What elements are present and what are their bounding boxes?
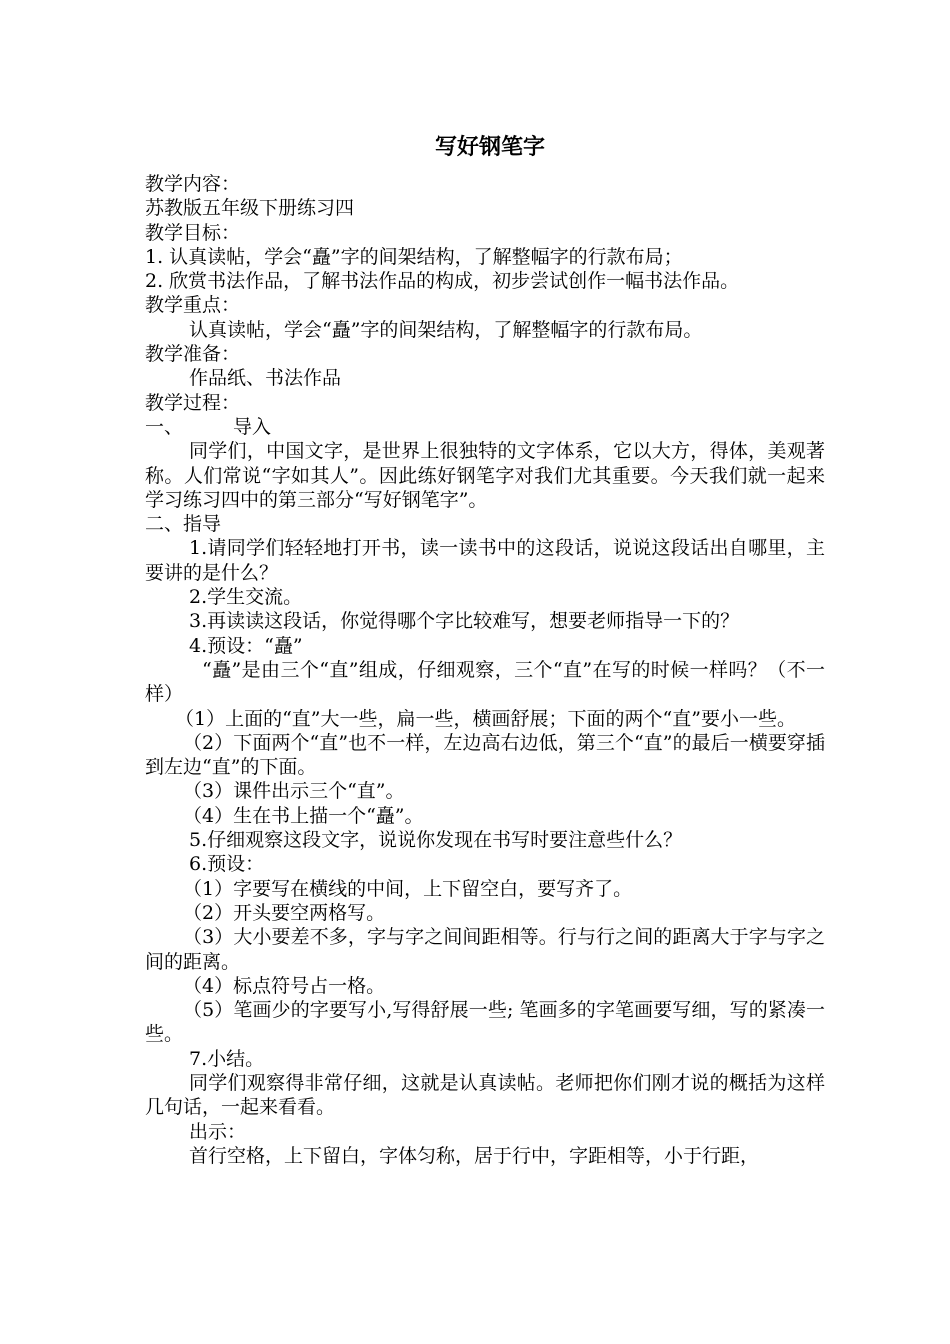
step-2: 2.学生交流。	[189, 586, 303, 609]
focus-label: 教学重点：	[145, 294, 241, 317]
step-4-item-4: （4）生在书上描一个“矗”。	[183, 804, 424, 827]
step-1: 1.请同学们轻轻地打开书，读一读书中的这段话，说说这段话出自哪里，主要讲的是什么？	[145, 537, 825, 584]
goal-item-2: 2. 欣赏书法作品，了解书法作品的构成，初步尝试创作一幅书法作品。	[145, 270, 740, 293]
show-label: 出示：	[189, 1120, 247, 1143]
step-6-item-2: （2）开头要空两格写。	[183, 901, 386, 924]
step-6-item-4: （4）标点符号占一格。	[183, 974, 386, 997]
step-4-question: “矗”是由三个“直”组成，仔细观察，三个“直”在写的时候一样吗？（不一样）	[145, 658, 825, 706]
process-label: 教学过程：	[145, 391, 241, 414]
step-4: 4.预设：“矗”	[189, 634, 303, 657]
prep-text: 作品纸、书法作品	[189, 367, 342, 390]
step-6-item-1: （1）字要写在横线的中间，上下留空白，要写齐了。	[183, 877, 633, 900]
document-page	[145, 133, 825, 1168]
content-label: 教学内容：	[145, 173, 241, 195]
step-4-item-2: （2）下面两个“直”也不一样，左边高右边低，第三个“直”的最后一横要穿插到左边“直”的下面。	[145, 731, 825, 779]
step-4-item-3: （3）课件出示三个“直”。	[183, 780, 405, 803]
step-6: 6.预设：	[189, 853, 265, 876]
show-text: 首行空格，上下留白，字体匀称，居于行中，字距相等，小于行距，	[189, 1144, 760, 1167]
intro-paragraph: 同学们，中国文字，是世界上很独特的文字体系，它以大方，得体，美观著称。人们常说“字如其人”。因此练好钢笔字对我们尤其重要。今天我们就一起来学习练习四中的第三部分“写好钢笔字”。	[145, 440, 825, 511]
step-4-item-1: （1）上面的“直”大一些，扁一些，横画舒展；下面的两个“直”要小一些。	[175, 707, 796, 730]
content-text: 苏教版五年级下册练习四	[145, 197, 355, 220]
goal-label: 教学目标：	[145, 221, 241, 244]
step-6-item-5: （5）笔画少的字要写小,写得舒展一些; 笔画多的字笔画要写细，写的紧凑一些。	[145, 999, 825, 1046]
focus-text: 认真读帖，学会“矗”字的间架结构，了解整幅字的行款布局。	[189, 318, 703, 341]
step-3: 3.再读读这段话，你觉得哪个字比较难写，想要老师指导一下的？	[189, 610, 740, 633]
section-heading-1	[145, 415, 825, 439]
step-7: 7.小结。	[189, 1047, 265, 1070]
goal-item-1: 1. 认真读帖，学会“矗”字的间架结构，了解整幅字的行款布局；	[145, 245, 683, 268]
page-title: 写好钢笔字	[434, 135, 545, 160]
section-title: 导入	[233, 415, 272, 438]
prep-label: 教学准备：	[145, 343, 241, 366]
section-heading-2: 二、指导	[145, 513, 222, 536]
section-number: 一、	[145, 415, 184, 438]
step-5: 5.仔细观察这段文字，说说你发现在书写时要注意些什么？	[189, 829, 683, 852]
step-6-item-3: （3）大小要差不多，字与字之间间距相等。行与行之间的距离大于字与字之间的距离。	[145, 926, 825, 973]
summary-paragraph: 同学们观察得非常仔细，这就是认真读帖。老师把你们刚才说的概括为这样几句话，一起来看看。	[145, 1071, 825, 1119]
